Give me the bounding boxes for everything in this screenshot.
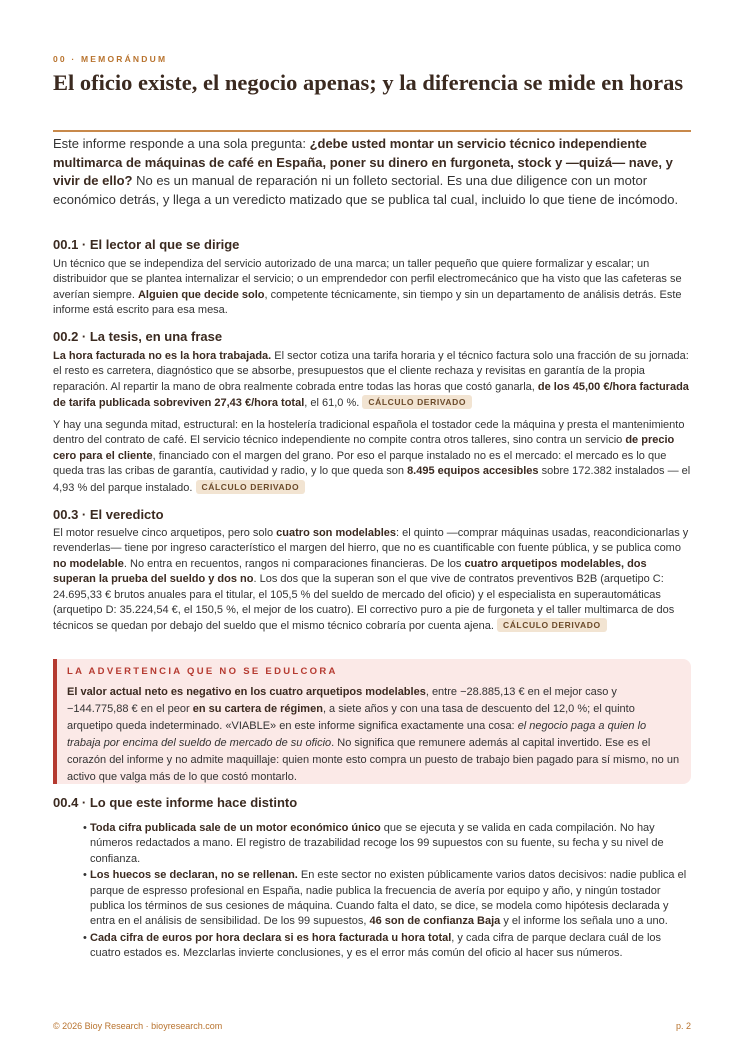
- bullet-icon: •: [83, 869, 87, 882]
- difference-list: [84, 821, 687, 963]
- bullet-icon: •: [83, 822, 87, 834]
- bullet-icon: •: [83, 931, 87, 944]
- page-title: El oficio existe, el negocio apenas; y la diferencia se mide en horas: [53, 70, 684, 95]
- callout-body: , a siete años y con una tasa de descuento del 12,0 %; el quinto arquetipo queda indeterminado. «VIABLE» en este informe significa exactamente una cosa:: [67, 703, 635, 732]
- thesis-emphasis: de los 45,00 €/hora facturada de tarifa publicada sobreviven 27,43 €/hora total: [53, 380, 689, 410]
- list-item-emphasis: Los huecos se declaran, no se rellenan.: [90, 869, 298, 882]
- thesis-paragraph-1: [53, 349, 691, 412]
- callout-body: . No significa que remunere además al capital invertido. Ese es el corazón del informe y no admite maquillaje: quien monte esto compra un puesto de trabajo bien pagado para sí mismo, no un activo que valga más de lo que costó montarlo.: [67, 737, 680, 783]
- thesis-text: , el 61,0 %.: [304, 397, 363, 410]
- verdict-text: : el quinto —comprar máquinas usadas, reacondicionarlas y revenderlas— tiene por ingreso característico el margen del hierro, que no es cuantificable con fuente pública, y se publica como: [53, 527, 689, 555]
- callout-title: LA ADVERTENCIA QUE NO SE EDULCORA: [67, 666, 338, 677]
- thesis-text: , financiado con el margen del grano. Por eso el parque instalado no es el mercado: el mercado es lo que queda tras las cribas de garantía, cautividad y radio, y lo que queda son: [53, 449, 667, 478]
- verdict-emphasis: no modelable: [53, 557, 124, 570]
- list-item: [84, 821, 687, 867]
- callout-emphasis: El valor actual neto es negativo en los cuatro arquetipos modelables: [67, 686, 426, 698]
- section-heading-verdict: 00.3 · El veredicto: [53, 507, 164, 522]
- section-heading-difference: 00.4 · Lo que este informe hace distinto: [53, 795, 298, 810]
- derived-calc-badge: CÁLCULO DERIVADO: [362, 395, 472, 409]
- reader-text: Un técnico que se independiza del servicio autorizado de una marca; un taller pequeño que quiere formalizar y escalar; un distribuidor que se plantea internalizar el servicio; o un emprendedor con perfil electromecánico que ha visto que las cafeteras se averían siempre.: [53, 258, 682, 301]
- list-item-text: En este sector no existen públicamente varios datos decisivos: nadie publica el parque de espresso profesional en España, nadie publica la frecuencia de avería por equipo y año, y ningún tostador publica los términos de sus cesiones de máquina. Cuando falta el dato, se dice, se modela como hipótesis declarada y entra en el análisis de sensibilidad. De los 99 supuestos,: [90, 869, 687, 928]
- thesis-paragraph-2: [53, 418, 691, 496]
- warning-callout: [53, 659, 691, 784]
- section-eyebrow: 00 · MEMORÁNDUM: [53, 54, 168, 64]
- thesis-text: Y hay una segunda mitad, estructural: en la hostelería tradicional española el tostador cede la máquina y presta el mantenimiento dentro del contrato de café. El servicio técnico independiente no compite contra otros talleres, sino contra un servicio: [53, 419, 685, 447]
- page-number: p. 2: [675, 1021, 691, 1031]
- reader-paragraph: [53, 257, 691, 319]
- callout-italic: el negocio paga a quien lo trabaja por encima del sueldo de mercado de su oficio: [67, 720, 647, 749]
- reader-text: , competente técnicamente, sin tiempo y sin un departamento de análisis detrás. Este informe está escrito para esa mesa.: [53, 288, 682, 317]
- thesis-emphasis: La hora facturada no es la hora trabajada.: [53, 350, 272, 362]
- list-item: [84, 931, 687, 962]
- section-heading-thesis: 00.2 · La tesis, en una frase: [53, 329, 223, 344]
- verdict-emphasis: cuatro arquetipos modelables, dos superan la prueba del sueldo y dos no: [53, 557, 647, 586]
- lead-question: ¿debe usted montar un servicio técnico independiente multimarca de máquinas de café en España, poner su dinero en furgoneta, stock y —quizá— nave, y vivir de ello?: [53, 136, 673, 188]
- footer-copyright: © 2026 Bioy Research · bioyresearch.com: [53, 1021, 223, 1031]
- thesis-text: sobre 172.382 instalados — el 4,93 % del parque instalado.: [53, 465, 691, 494]
- derived-calc-badge: CÁLCULO DERIVADO: [196, 480, 306, 494]
- section-heading-reader: 00.1 · El lector al que se dirige: [53, 237, 240, 252]
- verdict-paragraph: [53, 526, 691, 635]
- list-item-emphasis: Toda cifra publicada sale de un motor económico único: [90, 822, 381, 834]
- thesis-text: El sector cotiza una tarifa horaria y el técnico factura solo una fracción de su jornada: el resto es carretera, diagnóstico que se absorbe, presupuestos que el cliente rechaza y revisitas en garantía de la propia reparación. Al repartir la mano de obra realmente cobrada entre todas las horas que costó ganarla,: [53, 350, 689, 393]
- callout-text: [67, 684, 681, 786]
- verdict-text: El motor resuelve cinco arquetipos, pero solo: [53, 527, 277, 539]
- list-item-text: que se ejecuta y se valida en cada compilación. No hay números redactados a mano. El registro de trazabilidad recoge los 99 supuestos con su fuente, su fecha y su nivel de confianza.: [90, 822, 664, 865]
- list-item-emphasis: Cada cifra de euros por hora declara si es hora facturada u hora total: [90, 931, 452, 944]
- callout-body: , entre −28.885,13 € en el mejor caso y −144.775,88 € en el peor: [67, 686, 617, 715]
- lead-text: No es un manual de reparación ni un folleto sectorial. Es una due diligence con un motor económico detrás, y llega a un veredicto matizado que se publica tal cual, incluido lo que tiene de incómodo.: [53, 173, 679, 207]
- reader-emphasis: Alguien que decide solo: [137, 288, 265, 301]
- list-item-emphasis: 46 son de confianza Baja: [369, 915, 501, 928]
- list-item-text: y el informe los señala uno a uno.: [500, 915, 668, 928]
- thesis-emphasis: 8.495 equipos accesibles: [407, 465, 539, 478]
- lead-text: Este informe responde a una sola pregunta:: [53, 136, 310, 151]
- thesis-emphasis: de precio cero para el cliente: [53, 434, 675, 462]
- list-item: [84, 868, 687, 930]
- list-item-text: , y cada cifra de parque declara cuál de los cuatro estados es. Mezclarlas invierte conclusiones, y es el error más común del oficio al hacer sus números.: [90, 931, 662, 960]
- verdict-text: . No entra en recuentos, rangos ni comparaciones financieras. De los: [123, 557, 465, 570]
- title-divider: [53, 130, 691, 132]
- verdict-text: . Los dos que la superan son el que vive de contratos preventivos B2B (arquetipo C: 24.695,33 € brutos anuales para el titular, el 105,5 % del sueldo de mercado del oficio) y el especialista en superautomáticas (arquetipo D: 35.224,54 €, el 150,5 %, el mejor de los cuatro). El correctivo puro a pie de furgoneta y el taller multimarca de dos técnicos se quedan por debajo del sueldo que el mismo técnico cobraría por cuenta ajena.: [53, 573, 675, 633]
- lead-paragraph: [53, 135, 691, 209]
- verdict-emphasis: cuatro son modelables: [276, 527, 396, 539]
- callout-emphasis: en su cartera de régimen: [192, 703, 323, 715]
- derived-calc-badge: CÁLCULO DERIVADO: [497, 618, 607, 632]
